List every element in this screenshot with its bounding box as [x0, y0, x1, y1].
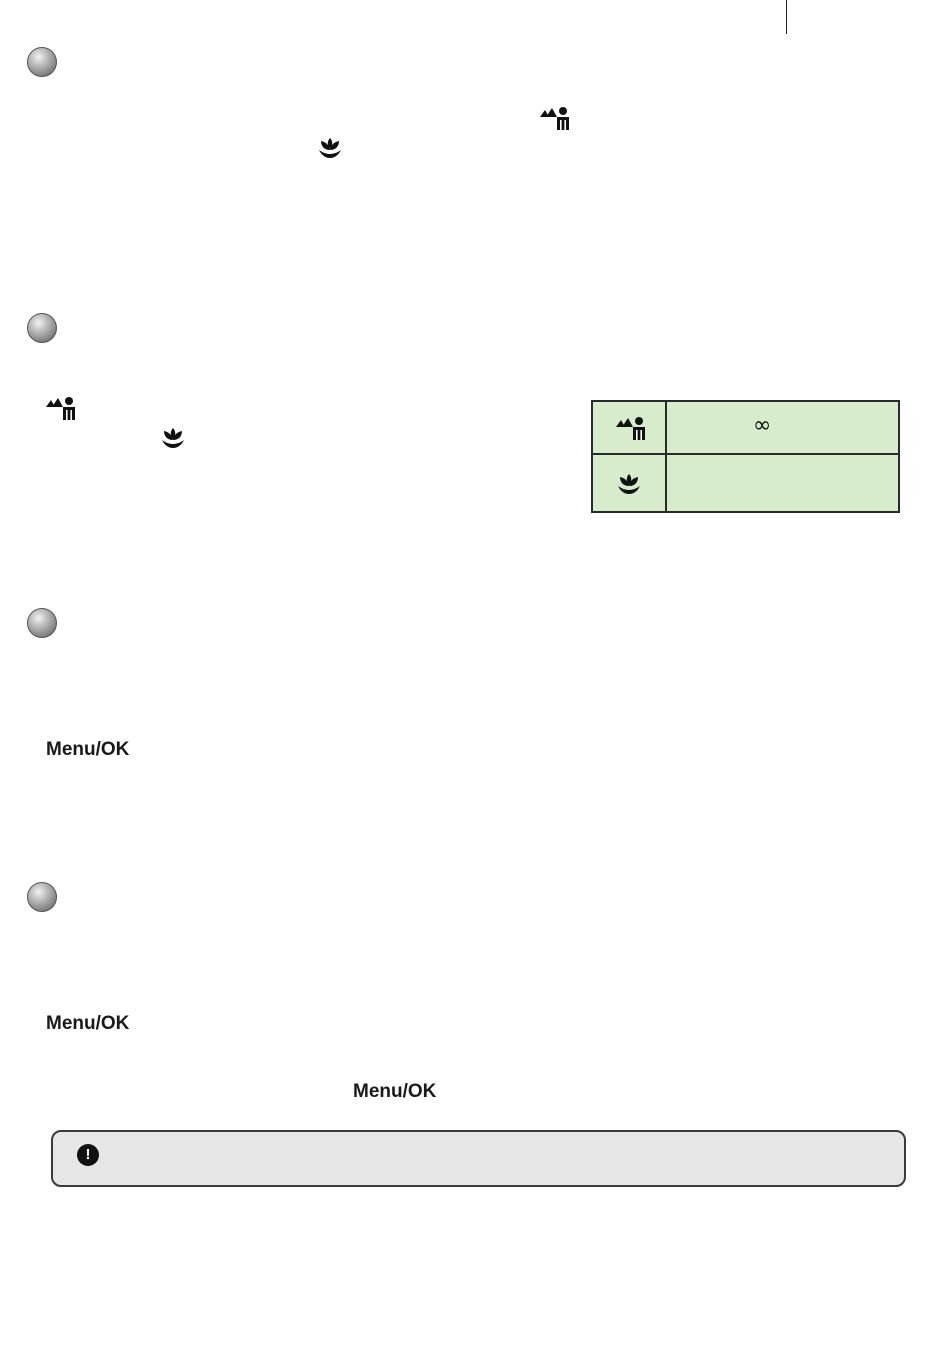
menu-ok-label: Menu/OK [46, 1013, 130, 1034]
focus-table-value-cell [667, 402, 898, 453]
section-bullet-1 [27, 47, 57, 77]
focus-table-icon-cell [593, 455, 667, 511]
macro-flower-icon [318, 137, 342, 159]
section-bullet-4 [27, 882, 57, 912]
macro-flower-icon [617, 473, 641, 495]
focus-table-row-macro [593, 455, 898, 511]
focus-table-icon-cell [593, 402, 667, 453]
menu-ok-label: Menu/OK [353, 1081, 437, 1102]
landscape-portrait-icon [540, 106, 572, 130]
note-box [51, 1130, 906, 1187]
section-bullet-3 [27, 608, 57, 638]
menu-ok-label: Menu/OK [46, 739, 130, 760]
landscape-portrait-icon [46, 396, 78, 420]
warning-icon: ! [77, 1144, 99, 1166]
infinity-symbol: ∞ [753, 413, 772, 438]
landscape-portrait-icon [616, 416, 648, 440]
focus-table-value-cell [667, 455, 898, 511]
focus-mode-table [591, 400, 900, 513]
macro-flower-icon [161, 427, 185, 449]
focus-table-row-landscape [593, 402, 898, 455]
section-bullet-2 [27, 313, 57, 343]
